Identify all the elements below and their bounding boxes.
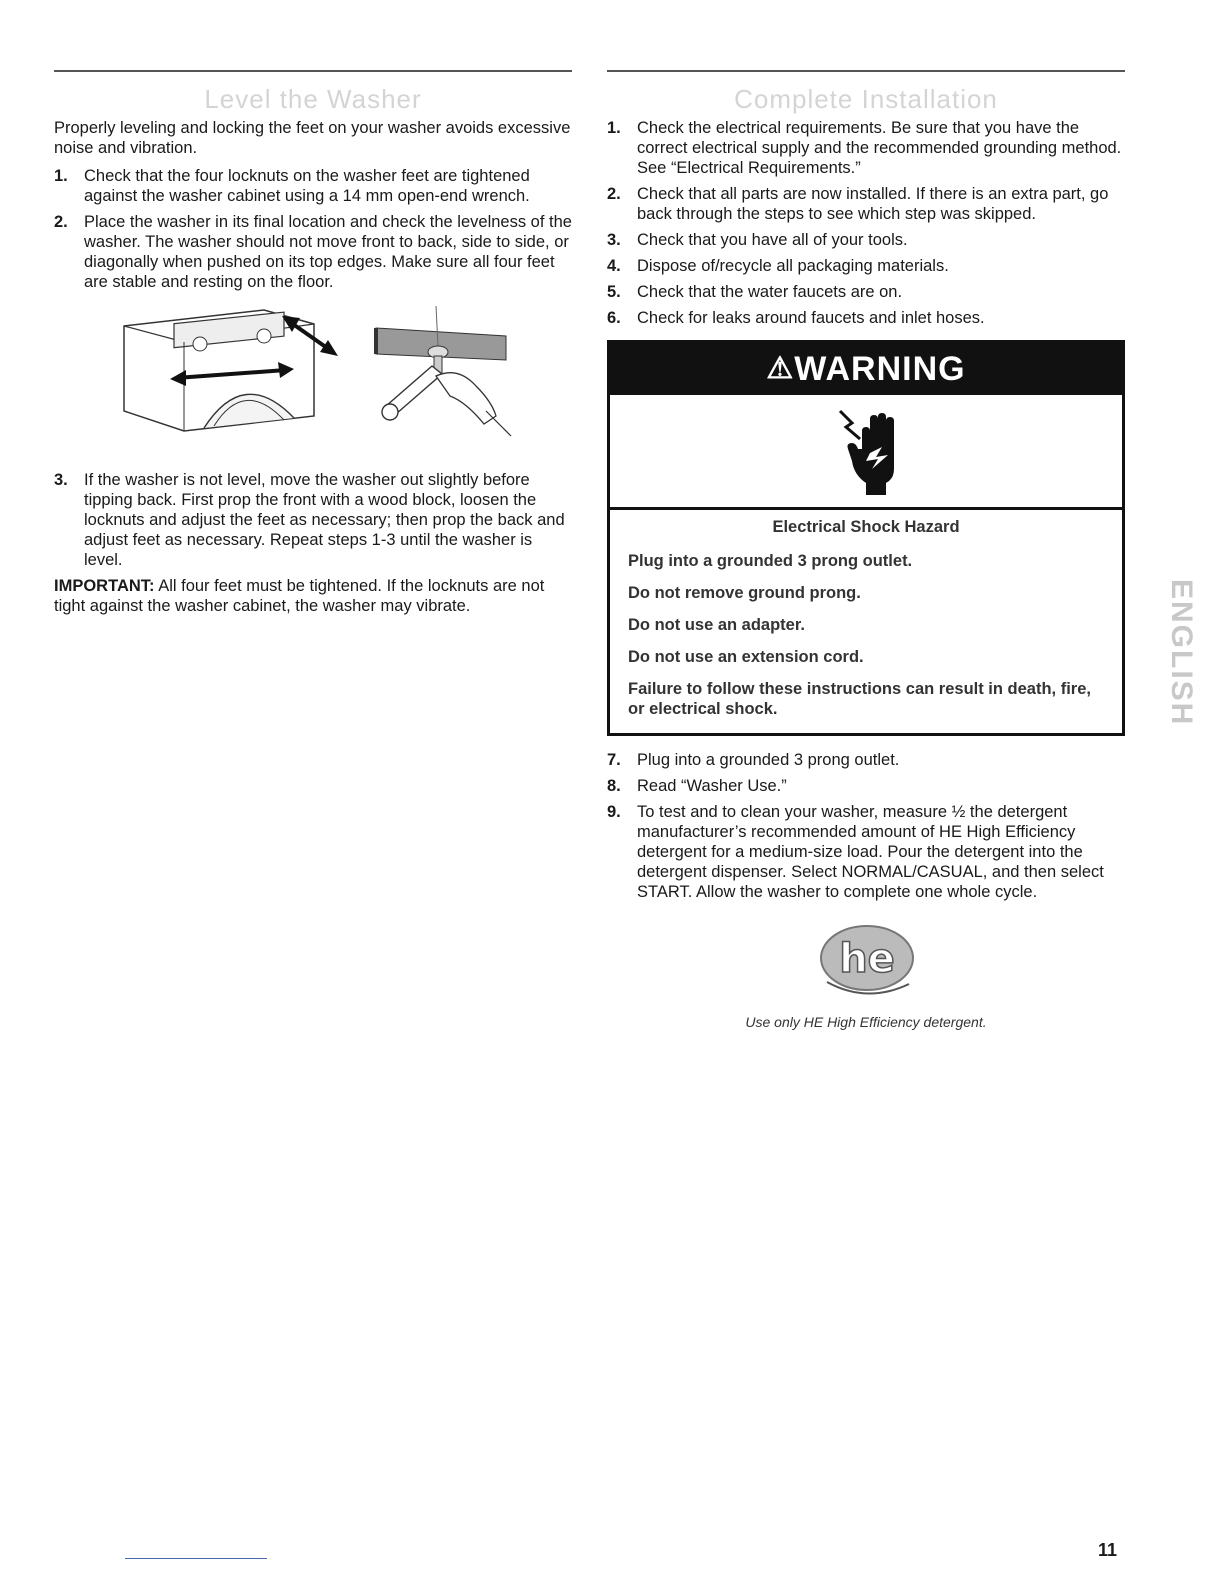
list-item: 3. Check that you have all of your tools. [607,231,908,249]
he-logo [817,922,917,1002]
warning-line: Do not remove ground prong. [628,584,861,602]
he-caption: Use only HE High Efficiency detergent. [745,1014,987,1030]
level-intro: Properly leveling and locking the feet on your washer avoids excessive noise and vibration. [54,119,571,157]
side-tab-label: ENGLISH [1165,579,1198,727]
warning-line: Failure to follow these instructions can result in death, fire, or electrical shock. [628,680,1091,718]
electrical-shock-hand-icon [838,409,908,495]
warning-header [610,343,1122,395]
list-item: 1. Check that the four locknuts on the washer feet are tightened against the washer cabinet using a 14 mm open-end wrench. [54,167,530,205]
list-item: 9. To test and to clean your washer, measure ½ the detergent manufacturer’s recommended amount of HE High Efficiency detergent for a medium-size load. Pour the detergent into the detergent dispenser. Select NORMAL/CASUAL, and then select START. Allow the washer to complete one whole cycle. [607,803,1104,901]
level-steps-list-continued [54,470,572,570]
section-rule [607,70,1125,72]
list-item: 3. If the washer is not level, move the washer out slightly before tipping back. First prop the front with a wood block, loosen the locknuts and adjust the feet as necessary; then prop the back and adjust feet as necessary. Repeat steps 1-3 until the washer is level. [54,471,565,569]
list-item: 8. Read “Washer Use.” [607,777,787,795]
left-column [54,70,572,624]
hazard-title: Electrical Shock Hazard [772,518,960,536]
installation-steps-list-continued [607,750,1125,902]
list-item: 2. Place the washer in its final location and check the levelness of the washer. The washer should not move front to back, side to side, or diagonally when pushed on its top edges. Make sure all four feet are stable and resting on the floor. [54,213,572,291]
important-note: IMPORTANT: All four feet must be tightened. If the locknuts are not tight against the washer cabinet, the washer may vibrate. [54,577,545,615]
warning-body [610,510,1122,733]
list-item: 1. Check the electrical requirements. Be sure that you have the correct electrical supply and the recommended grounding method. See “Electrical Requirements.” [607,119,1122,177]
warning-line: Do not use an adapter. [628,616,805,634]
section-title-level-washer: Level the Washer [204,84,422,114]
list-item: 4. Dispose of/recycle all packaging materials. [607,257,949,275]
page-number: 11 [1098,1540,1118,1560]
washer-leveling-illustration [114,306,344,446]
list-item: 6. Check for leaks around faucets and inlet hoses. [607,309,985,327]
leveling-illustrations [54,306,572,456]
warning-heading: WARNING [794,350,966,388]
he-logo-text: he [839,936,895,982]
warning-box [607,340,1125,736]
wrench-foot-illustration [366,306,516,446]
level-steps-list [54,166,572,292]
language-side-tab [1148,575,1198,787]
he-logo-area [607,922,1125,1012]
warning-triangle-icon: ⚠ [766,352,795,385]
list-item: 2. Check that all parts are now installed. If there is an extra part, go back through the steps to see which step was skipped. [607,185,1109,223]
footer-rule [125,1558,267,1559]
section-rule [54,70,572,72]
warning-line: Plug into a grounded 3 prong outlet. [628,552,913,570]
warning-icon-panel [610,395,1122,510]
list-item: 5. Check that the water faucets are on. [607,283,903,301]
list-item: 7. Plug into a grounded 3 prong outlet. [607,751,900,769]
section-title-complete-installation: Complete Installation [734,84,998,114]
right-column [607,70,1125,1030]
installation-steps-list [607,118,1125,328]
warning-line: Do not use an extension cord. [628,648,864,666]
